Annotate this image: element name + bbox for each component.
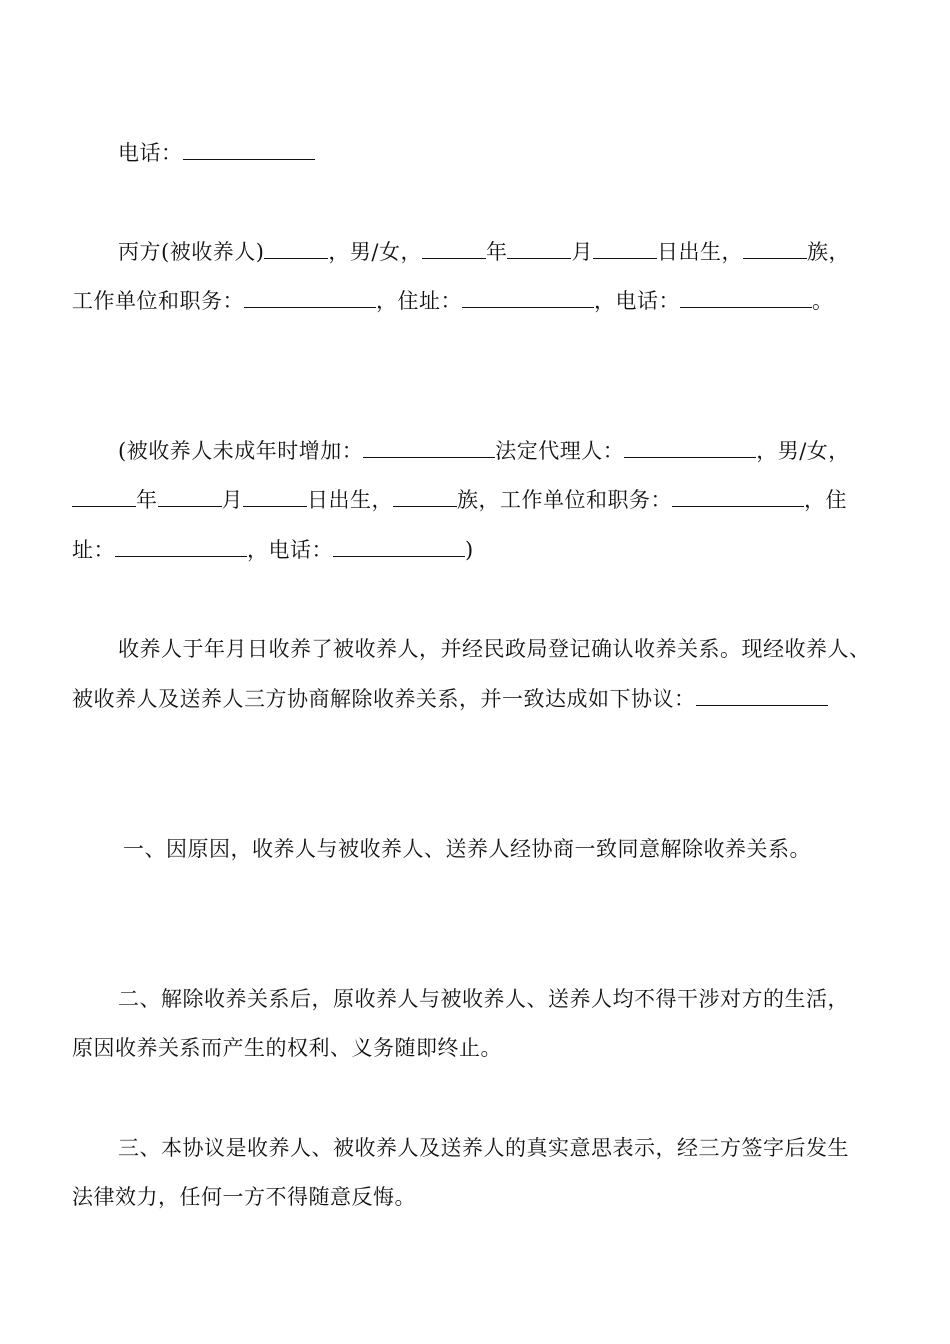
guardian-work-blank[interactable] (672, 486, 804, 507)
party-c-line-2 (72, 286, 892, 316)
clause-2-line-1: 二、解除收养关系后，原收养人与被收养人、送养人均不得干涉对方的生活， (118, 987, 849, 1011)
party-c-month-label: 月 (571, 240, 593, 264)
party-c-line-1 (118, 237, 898, 267)
guardian-address-end: 址： (72, 538, 115, 562)
phone-line (118, 138, 898, 168)
phone-label: 电话： (118, 141, 183, 165)
guardian-ethnicity-blank[interactable] (393, 486, 457, 507)
clause-3-line-2: 法律效力，任何一方不得随意反悔。 (72, 1185, 416, 1209)
party-c-address-label: ，住址： (376, 289, 462, 313)
guardian-prefix: (被收养人未成年时增加： (118, 439, 364, 463)
guardian-line-3 (72, 535, 892, 565)
guardian-year-label: 年 (136, 488, 158, 512)
guardian-agent-blank[interactable] (624, 437, 756, 458)
preamble-line-1: 收养人于年月日收养了被收养人，并经民政局登记确认收养关系。现经收养人、 (118, 637, 871, 661)
party-c-work-label: 工作单位和职务： (72, 289, 244, 313)
party-c-end: 。 (812, 289, 834, 313)
guardian-address-blank[interactable] (115, 536, 247, 557)
preamble-line-2 (72, 684, 892, 714)
clause-2-line-2: 原因收养关系而产生的权利、义务随即终止。 (72, 1036, 502, 1060)
guardian-condition-blank[interactable] (363, 437, 495, 458)
guardian-address-start: ，住 (804, 488, 847, 512)
guardian-line-1 (118, 436, 898, 466)
guardian-month-label: 月 (221, 488, 243, 512)
guardian-close: ) (465, 538, 474, 562)
party-c-ethnicity-blank[interactable] (743, 238, 807, 259)
party-c-birth-label: 日出生， (656, 240, 743, 264)
party-c-prefix: 丙方(被收养人) (118, 240, 265, 264)
clause-3-line-1: 三、本协议是收养人、被收养人及送养人的真实意思表示，经三方签字后发生 (118, 1136, 849, 1160)
party-c-year-label: 年 (485, 240, 508, 264)
party-c-address-blank[interactable] (462, 287, 594, 308)
preamble-line-2-text: 被收养人及送养人三方协商解除收养关系，并一致达成如下协议： (72, 687, 696, 711)
guardian-agent-label: 法定代理人： (495, 439, 625, 463)
party-c-phone-blank[interactable] (680, 287, 812, 308)
guardian-year-blank[interactable] (72, 486, 136, 507)
party-c-work-blank[interactable] (244, 287, 376, 308)
guardian-phone-blank[interactable] (333, 536, 465, 557)
party-c-ethnicity-label: 族， (806, 240, 850, 264)
party-c-year-blank[interactable] (422, 238, 486, 259)
guardian-gender: ，男/女， (756, 439, 850, 463)
clause-1: 一、因原因，收养人与被收养人、送养人经协商一致同意解除收养关系。 (123, 837, 811, 861)
guardian-ethnicity-label: 族，工作单位和职务： (457, 488, 672, 512)
party-c-gender: ，男/女， (328, 240, 422, 264)
party-c-month-blank[interactable] (507, 238, 571, 259)
phone-blank[interactable] (183, 139, 315, 160)
guardian-phone-label: ，电话： (247, 538, 333, 562)
agreement-blank[interactable] (696, 685, 828, 706)
guardian-birth-label: 日出生， (307, 488, 393, 512)
guardian-line-2 (72, 485, 892, 515)
guardian-month-blank[interactable] (158, 486, 222, 507)
party-c-name-blank[interactable] (264, 238, 328, 259)
party-c-phone-label: ，电话： (594, 289, 680, 313)
party-c-day-blank[interactable] (593, 238, 657, 259)
guardian-day-blank[interactable] (243, 486, 307, 507)
